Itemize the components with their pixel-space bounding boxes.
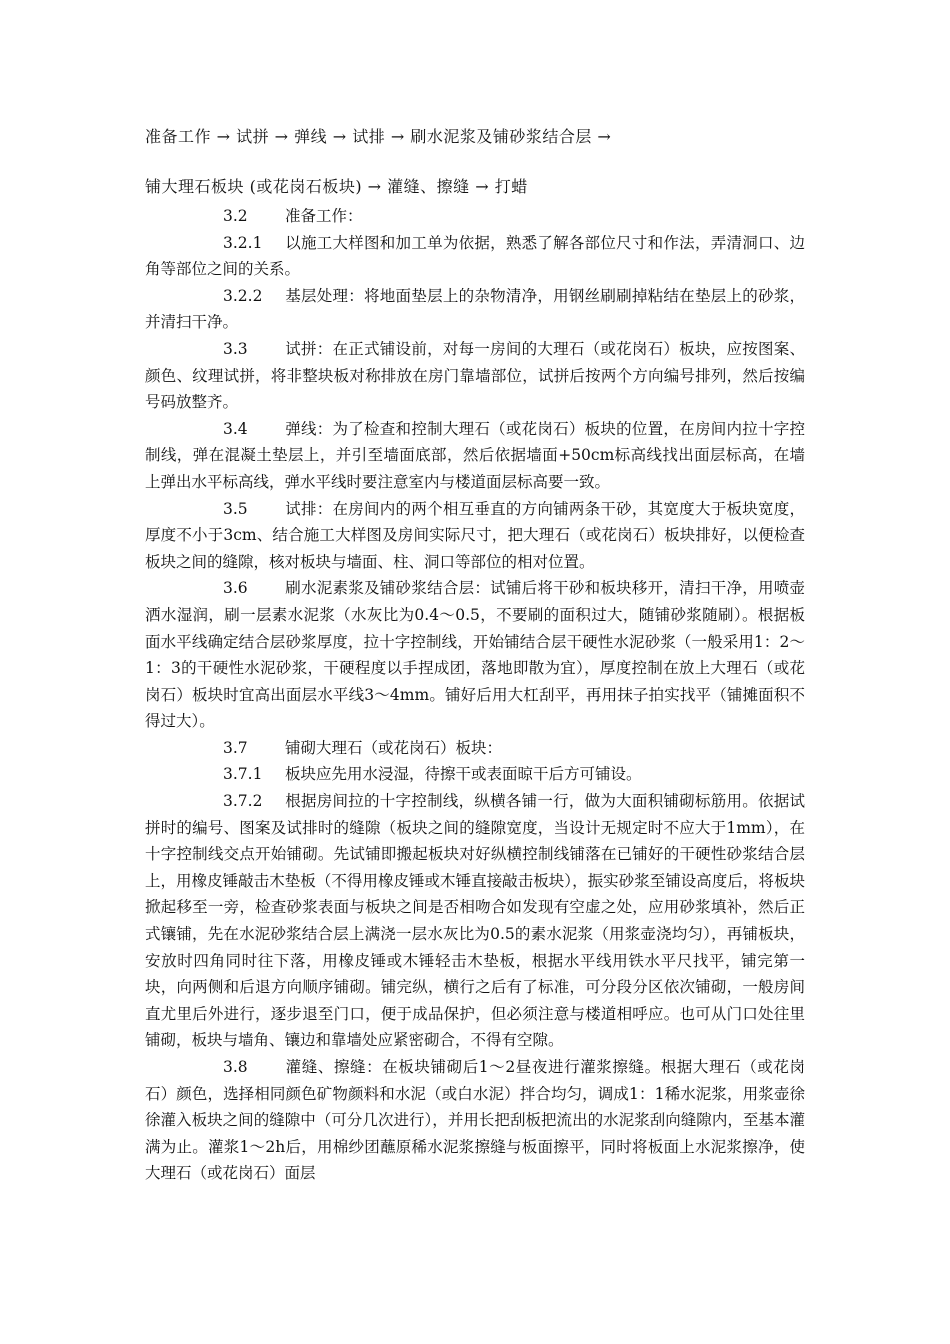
process-flow-line-1: 准备工作 → 试拼 → 弹线 → 试排 → 刷水泥浆及铺砂浆结合层 → <box>145 127 612 146</box>
section-number: 3.7 <box>223 738 248 757</box>
section-number: 3.6 <box>223 579 248 598</box>
section-text: 刷水泥素浆及铺砂浆结合层：试铺后将干砂和板块移开，清扫干净，用喷壶洒水湿润，刷一层素水泥浆（水灰比为0.4～0.5，不要刷的面积过大，随铺砂浆随刷）。根据板面水平线确定结合层砂浆厚度，拉十字控制线，开始铺结合层干硬性水泥砂浆（一般采用1：2～1：3的干硬性水泥砂浆，干硬程度以手捏成团，落地即散为宜），厚度控制在放上大理石（或花岗石）板块时宜高出面层水平线3～4mm。铺好后用大杠刮平，再用抹子拍实找平（铺摊面积不得过大）。 <box>145 579 805 731</box>
section-text: 以施工大样图和加工单为依据，熟悉了解各部位尺寸和作法，弄清洞口、边角等部位之间的关系。 <box>145 233 805 279</box>
section-paragraph <box>145 283 805 336</box>
section-text: 弹线：为了检查和控制大理石（或花岗石）板块的位置，在房间内拉十字控制线，弹在混凝土垫层上，并引至墙面底部，然后依据墙面+50cm标高线找出面层标高，在墙上弹出水平标高线，弹水平线时要注意室内与楼道面层标高要一致。 <box>145 419 805 491</box>
section-text: 灌缝、擦缝：在板块铺砌后1～2昼夜进行灌浆擦缝。根据大理石（或花岗石）颜色，选择相同颜色矿物颜料和水泥（或白水泥）拌合均匀，调成1：1稀水泥浆，用浆壶徐徐灌入板块之间的缝隙中（可分几次进行），并用长把刮板把流出的水泥浆刮向缝隙内，至基本灌满为止。灌浆1～2h后，用棉纱团蘸原稀水泥浆擦缝与板面擦平，同时将板面上水泥浆擦净，使大理石（或花岗石）面层 <box>145 1058 805 1183</box>
section-text: 根据房间拉的十字控制线，纵横各铺一行，做为大面积铺砌标筋用。依据试拼时的编号、图案及试排时的缝隙（板块之间的缝隙宽度，当设计无规定时不应大于1mm），在十字控制线交点开始铺砌。先试铺即搬起板块对好纵横控制线铺落在已铺好的干硬性砂浆结合层上，用橡皮锤敲击木垫板（不得用橡皮锤或木锤直接敲击板块），振实砂浆至铺设高度后，将板块掀起移至一旁，检查砂浆表面与板块之间是否相吻合如发现有空虚之处，应用砂浆填补，然后正式镶铺，先在水泥砂浆结合层上满浇一层水灰比为0.5的素水泥浆（用浆壶浇均匀），再铺板块，安放时四角同时往下落，用橡皮锤或木锤轻击木垫板，根据水平线用铁水平尺找平，铺完第一块，向两侧和后退方向顺序铺砌。铺完纵，横行之后有了标准，可分段分区依次铺砌，一般房间直尤里后外进行，逐步退至门口，便于成品保护，但必须注意与楼道相呼应。也可从门口处往里铺砌，板块与墙角、镶边和靠墙处应紧密砌合，不得有空隙。 <box>145 792 805 1050</box>
process-flow-line-2: 铺大理石板块 (或花岗石板块) → 灌缝、擦缝 → 打蜡 <box>145 177 528 196</box>
section-number: 3.5 <box>223 499 248 518</box>
section-paragraph <box>145 735 805 762</box>
section-paragraph <box>145 230 805 283</box>
section-paragraph <box>145 203 805 230</box>
section-number: 3.2 <box>223 207 248 225</box>
section-number: 3.8 <box>223 1058 248 1076</box>
document-body <box>145 203 805 1187</box>
section-text: 试排：在房间内的两个相互垂直的方向铺两条干砂，其宽度大于板块宽度，厚度不小于3cm、结合施工大样图及房间实际尺寸，把大理石（或花岗石）板块排好，以便检查板块之间的缝隙，核对板块与墙面、柱、洞口等部位的相对位置。 <box>145 499 805 571</box>
section-number: 3.7.1 <box>223 765 263 784</box>
section-number: 3.3 <box>223 339 248 358</box>
section-paragraph <box>145 761 805 788</box>
section-number: 3.7.2 <box>223 792 263 811</box>
section-text: 基层处理：将地面垫层上的杂物清净，用钢丝刷刷掉粘结在垫层上的砂浆，并清扫干净。 <box>145 286 805 332</box>
section-paragraph <box>145 416 805 496</box>
section-paragraph <box>145 788 805 1054</box>
section-number: 3.2.1 <box>223 233 263 252</box>
section-number: 3.4 <box>223 419 248 438</box>
section-number: 3.2.2 <box>223 286 263 305</box>
section-paragraph <box>145 496 805 576</box>
section-paragraph <box>145 575 805 735</box>
section-text: 试拼：在正式铺设前，对每一房间的大理石（或花岗石）板块，应按图案、颜色、纹理试拼，将非整块板对称排放在房门靠墙部位，试拼后按两个方向编号排列，然后按编号码放整齐。 <box>145 339 805 412</box>
section-paragraph <box>145 336 805 416</box>
section-text: 准备工作： <box>285 207 363 225</box>
section-text: 铺砌大理石（或花岗石）板块： <box>285 738 503 757</box>
section-paragraph <box>145 1054 805 1187</box>
section-text: 板块应先用水浸湿，待擦干或表面晾干后方可铺设。 <box>285 765 642 784</box>
